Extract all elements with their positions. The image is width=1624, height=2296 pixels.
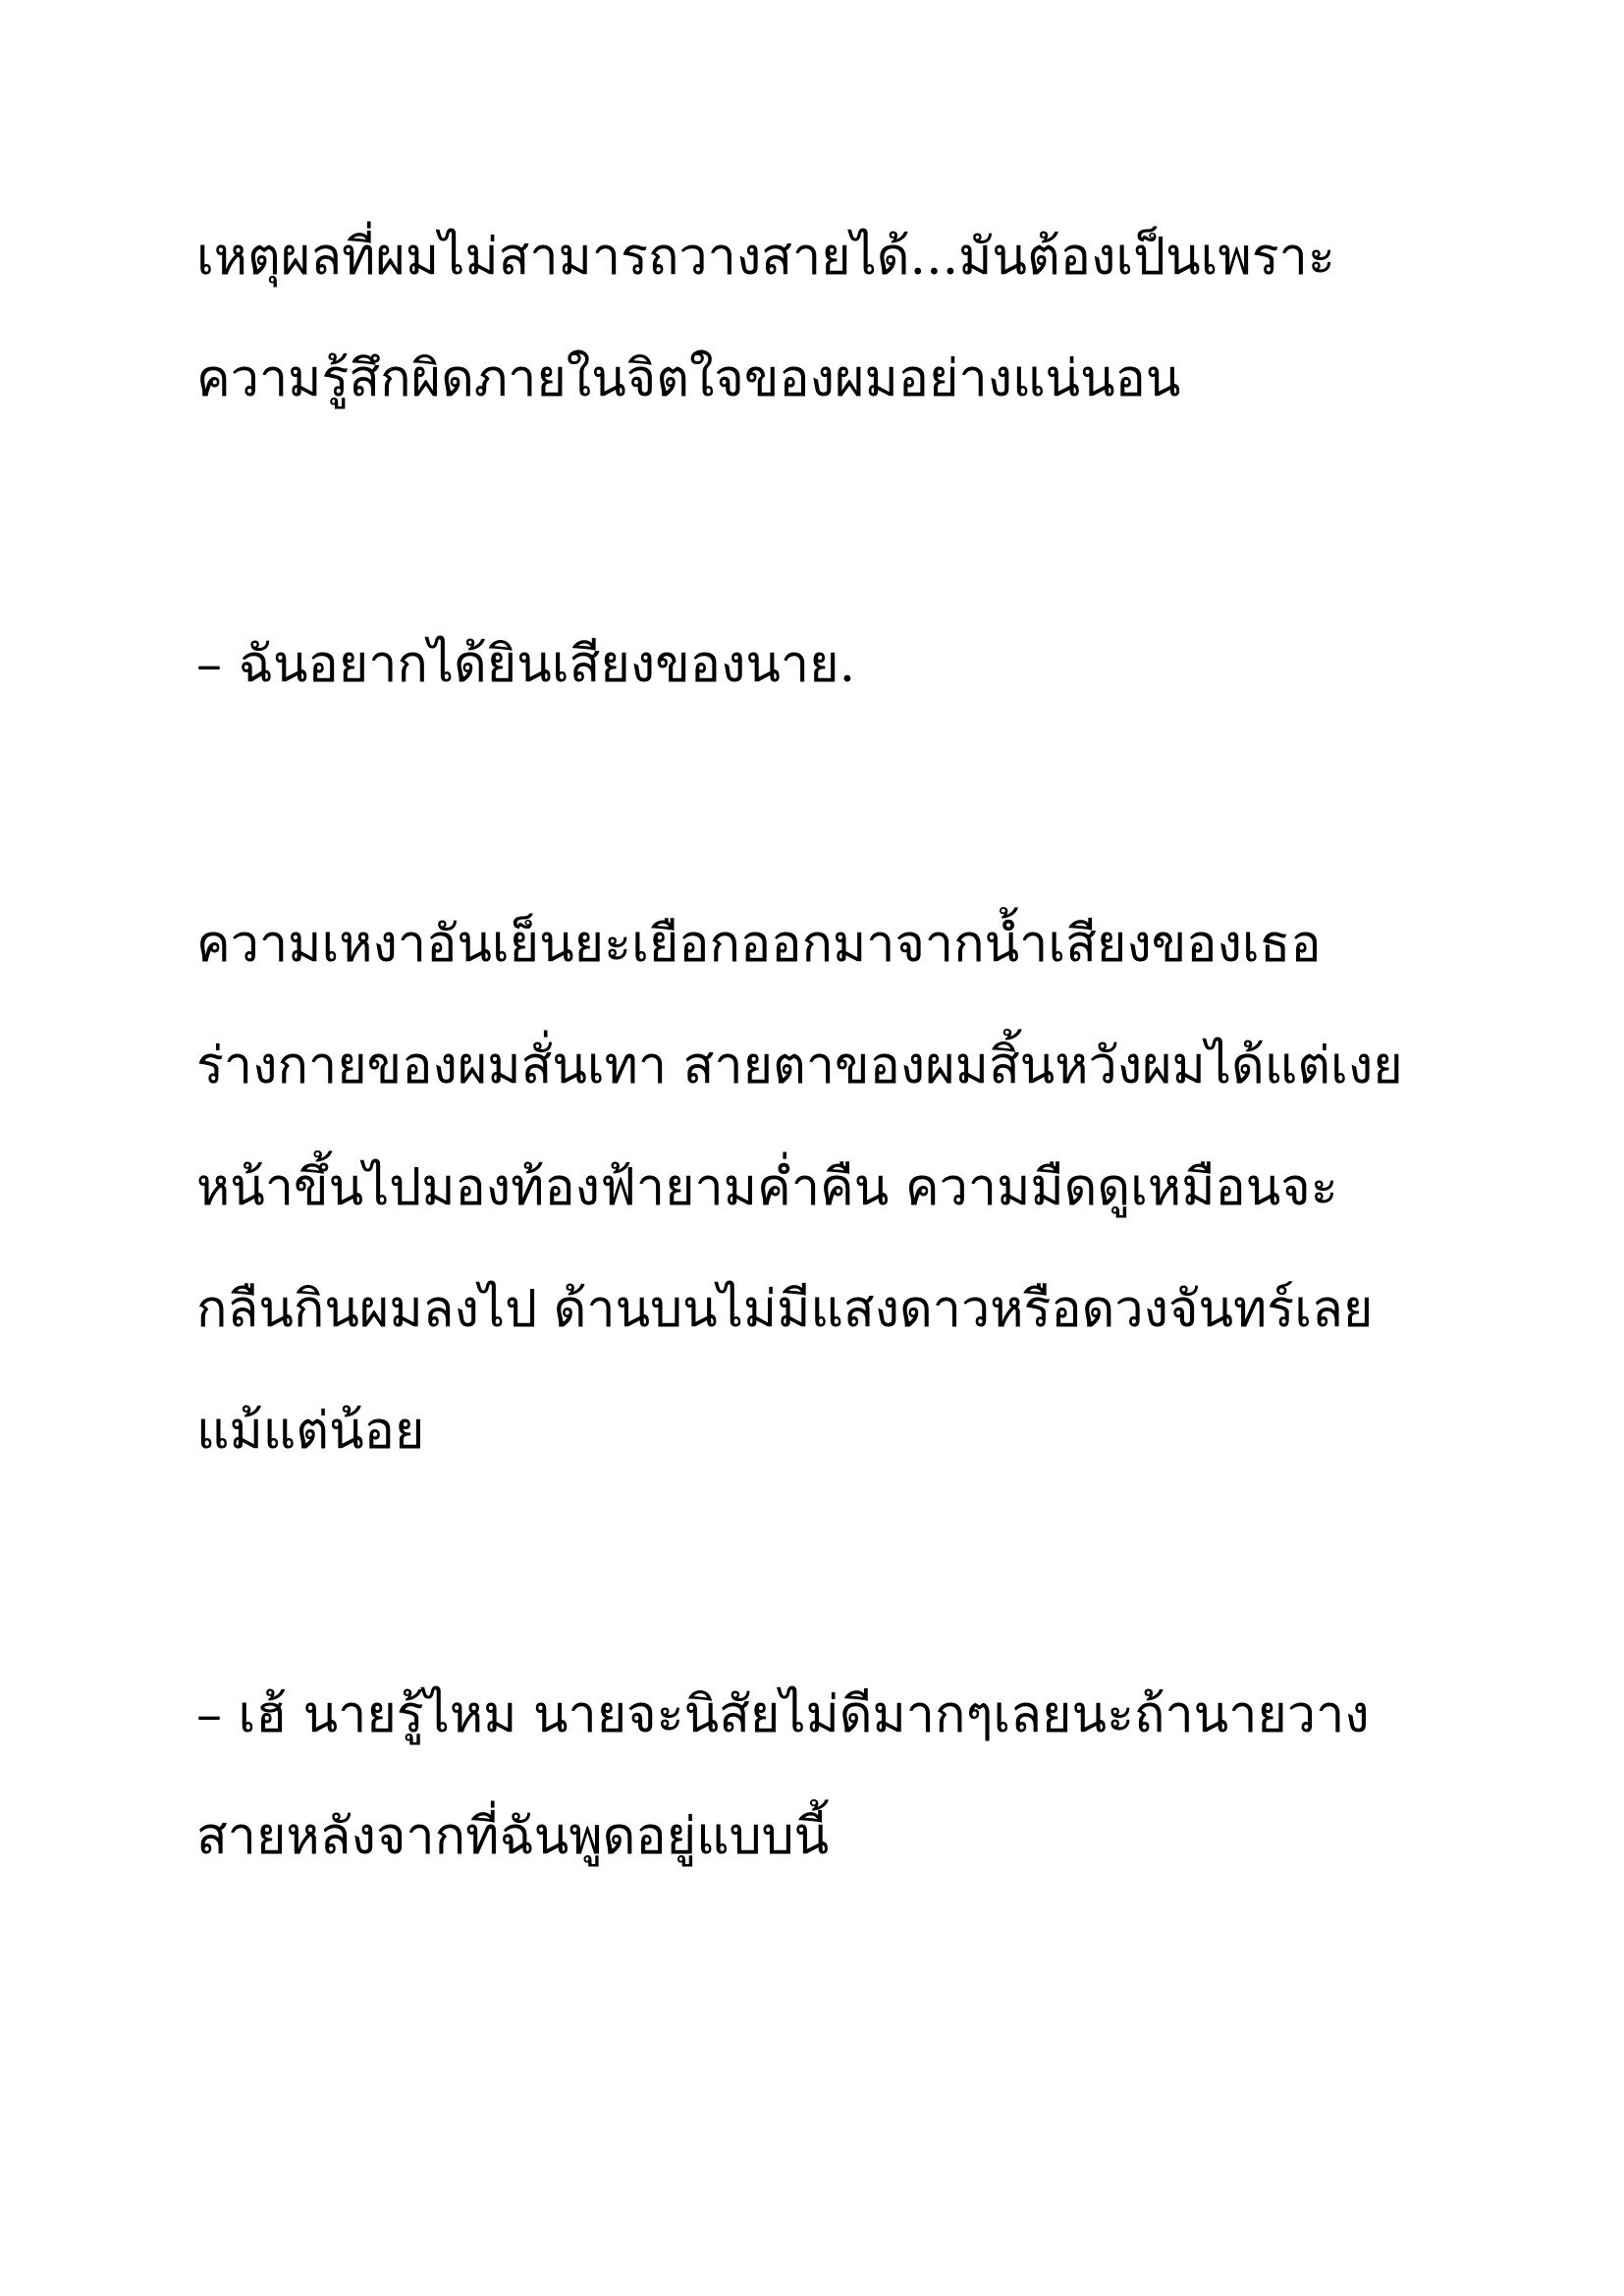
text-line: – ฉันอยากได้ยินเสียงของนาย. [196,635,856,694]
text-line: หน้าขึ้นไปมองท้องฟ้ายามค่ำคืน ความมืดดูเหมือนจะ [196,1158,1338,1217]
paragraph-narration-guilt [196,196,1473,440]
text-line: สายหลังจากที่ฉันพูดอยู่แบบนี้ [196,1807,830,1866]
text-line: แม้แต่น้อย [196,1402,425,1461]
paragraph-dialogue-voice [196,604,1473,725]
paragraph-narration-night-sky [196,883,1473,1492]
text-line: ความเหงาอันเย็นยะเยือกออกมาจากน้ำเสียงของเธอ [196,915,1322,974]
paragraph-dialogue-hang-up [196,1654,1473,1897]
text-line: – เฮ้ นายรู้ไหม นายจะนิสัยไม่ดีมากๆเลยนะถ้านายวาง [196,1685,1370,1744]
text-line: ร่างกายของผมสั่นเทา สายตาของผมสิ้นหวังผมได้แต่เงย [196,1037,1403,1095]
text-line: กลืนกินผมลงไป ด้านบนไม่มีแสงดาวหรือดวงจันทร์เลย [196,1280,1374,1339]
text-line: ความรู้สึกผิดภายในจิตใจของผมอย่างแน่นอน [196,349,1181,408]
text-line: เหตุผลที่ผมไม่สามารถวางสายได้...มันต้องเป็นเพราะ [196,228,1335,287]
